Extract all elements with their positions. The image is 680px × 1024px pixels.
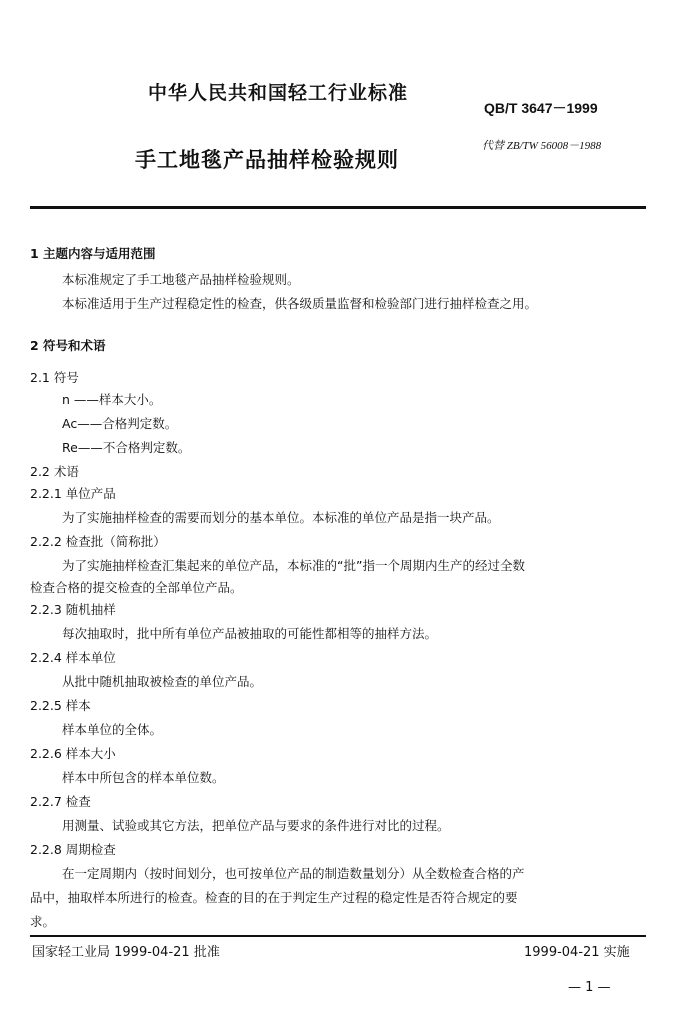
- section-2-1-heading: 2.1 符号: [30, 370, 79, 385]
- term-heading: 2.2.3 随机抽样: [30, 602, 116, 617]
- term-definition: 样本单位的全体。: [62, 722, 163, 737]
- term-definition: 品中，抽取样本所进行的检查。检查的目的在于判定生产过程的稳定性是否符合规定的要: [30, 890, 518, 905]
- term-definition: 检查合格的提交检查的全部单位产品。: [30, 580, 243, 595]
- effective-date: 1999-04-21 实施: [524, 945, 630, 960]
- term-heading: 2.2.4 样本单位: [30, 650, 116, 665]
- symbol-re: Re——不合格判定数。: [62, 440, 191, 455]
- symbol-ac: Ac——合格判定数。: [62, 416, 178, 431]
- approval-line: 国家轻工业局 1999-04-21 批准: [32, 945, 220, 960]
- term-heading: 2.2.2 检查批（简称批）: [30, 534, 166, 549]
- standard-code: QB/T 3647－1999: [484, 100, 598, 116]
- term-definition: 为了实施抽样检查的需要而划分的基本单位。本标准的单位产品是指一块产品。: [62, 510, 500, 525]
- term-definition: 在一定周期内（按时间划分，也可按单位产品的制造数量划分）从全数检查合格的产: [62, 866, 525, 881]
- replaces-standard: 代替 ZB/TW 56008－1988: [482, 140, 602, 152]
- term-definition: 从批中随机抽取被检查的单位产品。: [62, 674, 263, 689]
- term-heading: 2.2.1 单位产品: [30, 486, 116, 501]
- term-definition: 用测量、试验或其它方法，把单位产品与要求的条件进行对比的过程。: [62, 818, 450, 833]
- section-2-2-heading: 2.2 术语: [30, 464, 79, 479]
- term-heading: 2.2.6 样本大小: [30, 746, 116, 761]
- section-2-heading: 2 符号和术语: [30, 338, 106, 353]
- section-1-paragraph: 本标准适用于生产过程稳定性的检查，供各级质量监督和检验部门进行抽样检查之用。: [62, 296, 538, 311]
- issuing-organization: 中华人民共和国轻工行业标准: [148, 82, 409, 104]
- document-title: 手工地毯产品抽样检验规则: [135, 148, 399, 172]
- section-1-paragraph: 本标准规定了手工地毯产品抽样检验规则。: [62, 272, 300, 287]
- symbol-n: n ——样本大小。: [62, 392, 162, 407]
- term-definition: 样本中所包含的样本单位数。: [62, 770, 225, 785]
- term-definition: 每次抽取时，批中所有单位产品被抽取的可能性都相等的抽样方法。: [62, 626, 438, 641]
- page-number: — 1 —: [568, 980, 611, 995]
- term-definition: 求。: [30, 914, 56, 929]
- term-heading: 2.2.8 周期检查: [30, 842, 116, 857]
- header-divider: [30, 206, 646, 209]
- footer-divider: [30, 935, 646, 937]
- section-1-heading: 1 主题内容与适用范围: [30, 246, 156, 261]
- term-definition: 为了实施抽样检查汇集起来的单位产品，本标准的“批”指一个周期内生产的经过全数: [62, 558, 525, 573]
- term-heading: 2.2.5 样本: [30, 698, 91, 713]
- term-heading: 2.2.7 检查: [30, 794, 91, 809]
